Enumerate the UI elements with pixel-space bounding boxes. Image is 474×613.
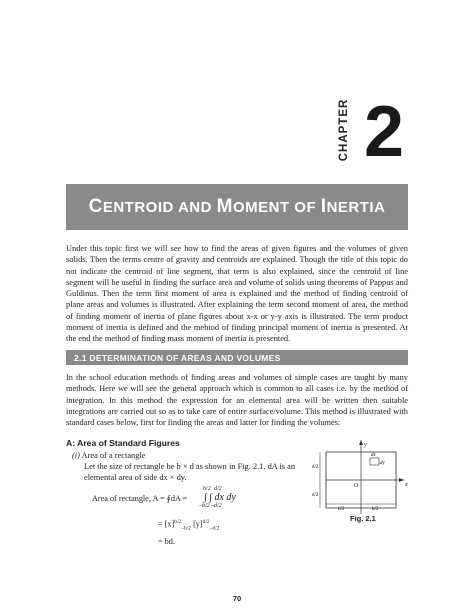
chapter-title-band xyxy=(66,184,408,230)
section-band xyxy=(66,350,408,365)
chapter-title: CENTROID AND MOMENT OF INERTIA xyxy=(88,196,386,217)
intro-paragraph: Under this topic first we will see how to find the areas of given figures and the volumes of given solids. Then the terms centre of gravity and centroids are explained. Though the title of this topic do not indicate the centroid of line segment, that term is also explained, since the centroid of line segment will be useful in finding the surface area and volume of solids using theorems of Pappus and Guldinus. Then the term first moment of area is explained and the method of finding centroid of plane areas and volumes is illustrated. After explaining the term second moment of area, the method of finding moment of inertia of plane figures about x-x or y-y axis is illustrated. The term product moment of inertia is defined and the mehtod of finding principal moment of inertia is presented. At the end the method of finding mass moment of inertia is presented. xyxy=(66,244,408,344)
equation-1-lhs: Area of rectangle, A = ∮dA = xyxy=(92,494,188,503)
equation-3: = bd. xyxy=(158,537,175,546)
item-heading: (i) Area of a rectangle xyxy=(72,451,146,460)
page-number: 70 xyxy=(232,594,242,603)
figure-rectangle xyxy=(312,440,412,540)
subsection-title: A: Area of Standard Figures xyxy=(66,438,180,448)
b-half-left-label: b/2 xyxy=(338,507,345,512)
item-line-1: Let the size of rectangle be b × d as shown in Fig. 2.1. dA is an xyxy=(84,462,296,471)
limit-outer-top: b/2 xyxy=(203,486,211,492)
x-axis-arrow xyxy=(399,478,404,482)
x-axis-label: x xyxy=(405,482,408,488)
origin-label: O xyxy=(354,483,359,489)
equation-2: = $[x]^{b/2}_{-b/2}$ $[y]^{d/2}_{-d/2}$ xyxy=(158,519,220,532)
dx-label: dx xyxy=(371,453,376,458)
chapter-number: 2 xyxy=(364,92,405,172)
d-half-bottom-label: d/2 xyxy=(312,493,319,498)
dy-label: dy xyxy=(380,461,385,466)
limit-inner-bottom: –d/2 xyxy=(211,503,222,509)
figure-caption: Fig. 2.1 xyxy=(350,514,376,523)
section-paragraph: In the school education methods of finding areas and volumes of simple cases are taught by many methods. Here we will see the general approach which is common to all cases i.e. by the method of integration. In this method the expression for an elemental area will be written then suitable integrations are carried out so as to take care of entire surface/volume. This method is illustrated with standard cases below, first for finding the areas and latter for finding the volumes: xyxy=(66,373,408,428)
elemental-area xyxy=(370,458,379,465)
limit-outer-bottom: –b/2 xyxy=(199,503,210,509)
item-line-2: elemental area of side dx × dy. xyxy=(84,473,187,482)
b-half-right-label: b/2 xyxy=(372,507,379,512)
equation-1-rhs: ∫ ∫ dx dy xyxy=(204,492,236,503)
limit-inner-top: d/2 xyxy=(214,486,222,492)
chapter-label: CHAPTER xyxy=(338,98,350,162)
y-axis-arrow xyxy=(359,440,363,445)
y-axis-label: y xyxy=(364,442,367,448)
d-half-top-label: d/2 xyxy=(312,465,319,470)
section-title: 2.1 DETERMINATION OF AREAS AND VOLUMES xyxy=(74,352,281,363)
